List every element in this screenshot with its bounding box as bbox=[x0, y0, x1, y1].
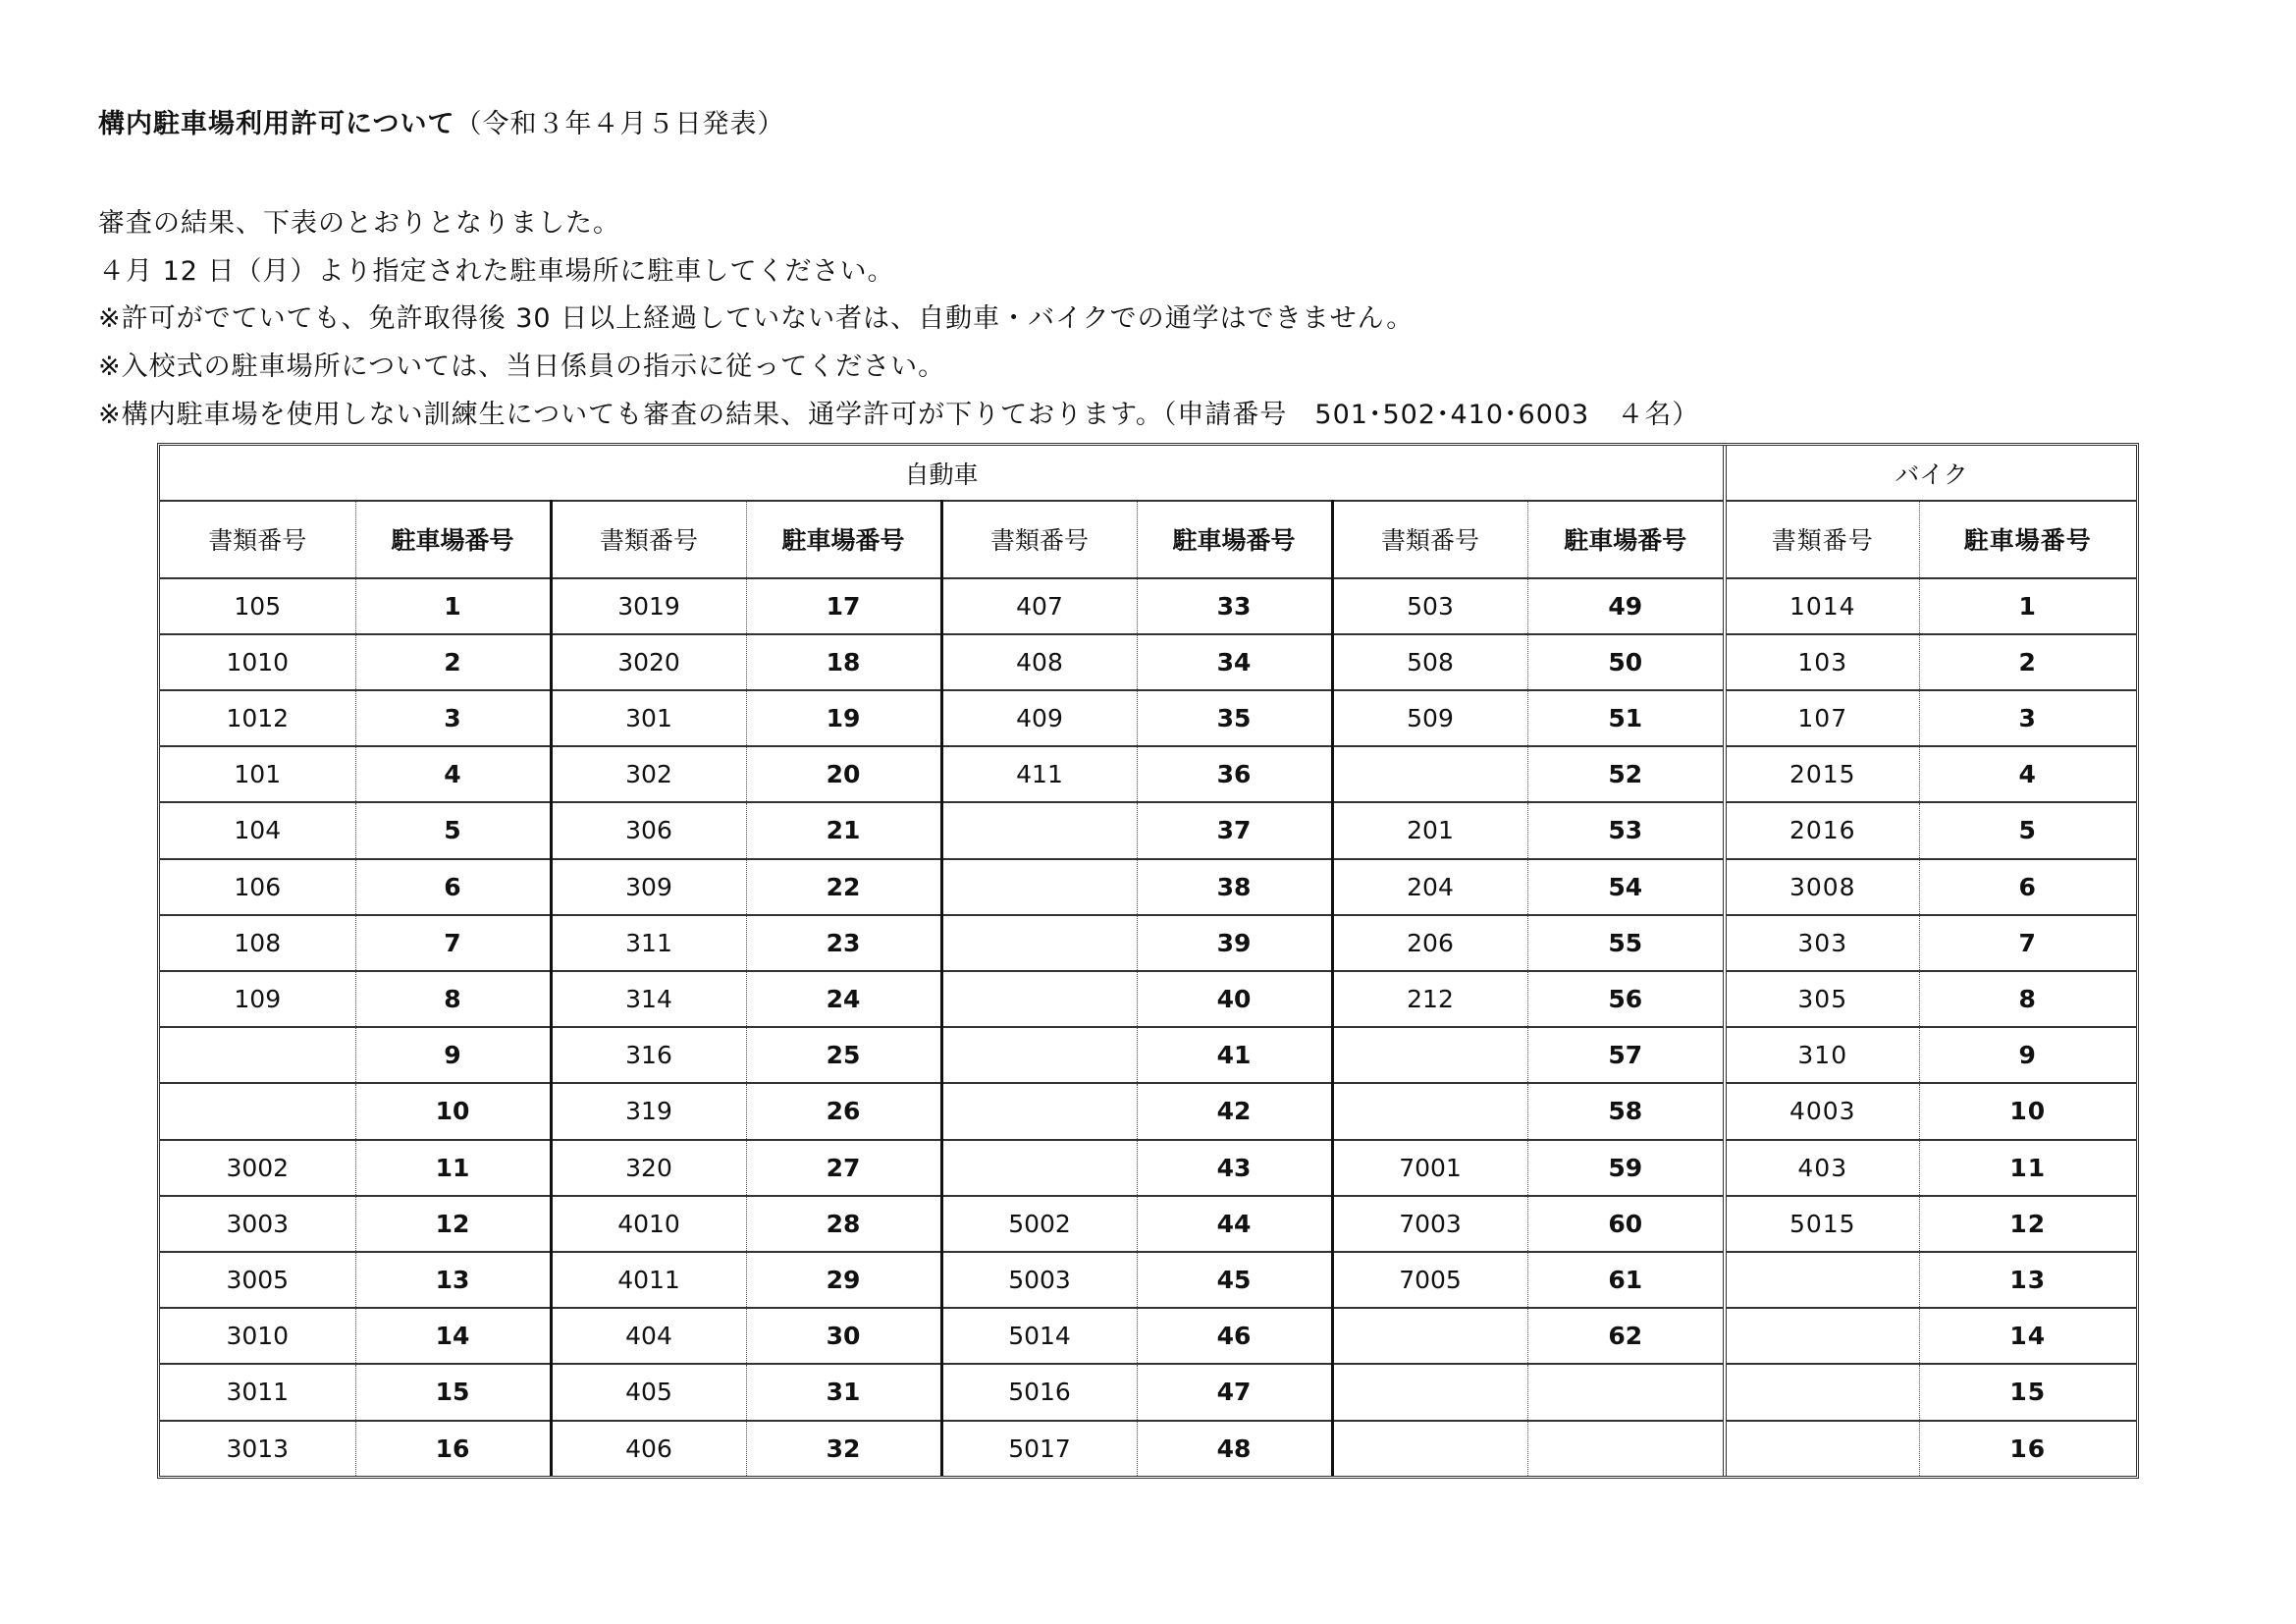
paragraph-note-no-parking: ※構内駐車場を使用しない訓練生についても審査の結果、通学許可が下りております。（申請番号 501･502･410･6003 ４名） bbox=[98, 400, 1700, 430]
car-parking-number-cell: 52 bbox=[1527, 746, 1725, 802]
car-doc-number-cell: 204 bbox=[1332, 859, 1527, 915]
car-parking-number-cell bbox=[1527, 1364, 1725, 1420]
column-header-doc-number: 書類番号 bbox=[551, 501, 746, 577]
bike-parking-number-cell: 5 bbox=[1919, 802, 2136, 858]
bike-doc-number-cell: 5015 bbox=[1725, 1196, 1919, 1252]
car-doc-number-cell bbox=[941, 1140, 1137, 1196]
car-doc-number-cell: 411 bbox=[941, 746, 1137, 802]
car-doc-number-cell bbox=[1332, 746, 1527, 802]
car-doc-number-cell bbox=[941, 971, 1137, 1027]
bike-parking-number-cell: 2 bbox=[1919, 634, 2136, 690]
car-doc-number-cell: 3011 bbox=[160, 1364, 355, 1420]
car-parking-number-cell: 53 bbox=[1527, 802, 1725, 858]
paragraph-result: 審査の結果、下表のとおりとなりました。 bbox=[98, 208, 620, 239]
car-parking-number-cell: 57 bbox=[1527, 1027, 1725, 1083]
car-doc-number-cell: 3002 bbox=[160, 1140, 355, 1196]
title-main: 構内駐車場利用許可について bbox=[98, 109, 455, 139]
car-parking-number-cell: 49 bbox=[1527, 578, 1725, 634]
table-row bbox=[160, 746, 2136, 802]
car-doc-number-cell: 109 bbox=[160, 971, 355, 1027]
page-title bbox=[98, 107, 784, 142]
car-doc-number-cell bbox=[1332, 1308, 1527, 1364]
car-parking-number-cell: 8 bbox=[355, 971, 551, 1027]
car-doc-number-cell: 311 bbox=[551, 915, 746, 971]
car-doc-number-cell: 3013 bbox=[160, 1421, 355, 1476]
car-parking-number-cell: 3 bbox=[355, 690, 551, 746]
car-parking-number-cell: 37 bbox=[1137, 802, 1332, 858]
car-doc-number-cell: 319 bbox=[551, 1083, 746, 1139]
car-doc-number-cell: 104 bbox=[160, 802, 355, 858]
bike-parking-number-cell: 13 bbox=[1919, 1252, 2136, 1308]
column-header-doc-number: 書類番号 bbox=[941, 501, 1137, 577]
bike-parking-number-cell: 15 bbox=[1919, 1364, 2136, 1420]
car-doc-number-cell: 7003 bbox=[1332, 1196, 1527, 1252]
car-parking-number-cell: 27 bbox=[746, 1140, 941, 1196]
car-parking-number-cell: 11 bbox=[355, 1140, 551, 1196]
bike-parking-number-cell: 16 bbox=[1919, 1421, 2136, 1476]
car-doc-number-cell: 108 bbox=[160, 915, 355, 971]
paragraph-note-ceremony: ※入校式の駐車場所については、当日係員の指示に従ってください。 bbox=[98, 352, 946, 382]
column-header-doc-number: 書類番号 bbox=[1725, 501, 1919, 577]
column-header-doc-number: 書類番号 bbox=[1332, 501, 1527, 577]
bike-doc-number-cell bbox=[1725, 1308, 1919, 1364]
car-doc-number-cell bbox=[160, 1027, 355, 1083]
car-doc-number-cell: 503 bbox=[1332, 578, 1527, 634]
car-doc-number-cell: 406 bbox=[551, 1421, 746, 1476]
table-row bbox=[160, 1308, 2136, 1364]
car-doc-number-cell: 316 bbox=[551, 1027, 746, 1083]
car-doc-number-cell: 301 bbox=[551, 690, 746, 746]
car-parking-number-cell: 13 bbox=[355, 1252, 551, 1308]
car-parking-number-cell: 15 bbox=[355, 1364, 551, 1420]
bike-doc-number-cell: 2016 bbox=[1725, 802, 1919, 858]
paragraph-start-date: ４月 12 日（月）より指定された駐車場所に駐車してください。 bbox=[98, 256, 895, 287]
bike-doc-number-cell: 103 bbox=[1725, 634, 1919, 690]
car-doc-number-cell: 3010 bbox=[160, 1308, 355, 1364]
car-doc-number-cell: 3003 bbox=[160, 1196, 355, 1252]
car-parking-number-cell: 43 bbox=[1137, 1140, 1332, 1196]
bike-doc-number-cell: 4003 bbox=[1725, 1083, 1919, 1139]
table-row bbox=[160, 578, 2136, 634]
car-doc-number-cell: 306 bbox=[551, 802, 746, 858]
car-parking-number-cell: 20 bbox=[746, 746, 941, 802]
table-row bbox=[160, 634, 2136, 690]
car-doc-number-cell bbox=[1332, 1083, 1527, 1139]
table-row bbox=[160, 690, 2136, 746]
car-parking-number-cell: 54 bbox=[1527, 859, 1725, 915]
car-parking-number-cell: 45 bbox=[1137, 1252, 1332, 1308]
car-parking-number-cell: 47 bbox=[1137, 1364, 1332, 1420]
car-parking-number-cell: 56 bbox=[1527, 971, 1725, 1027]
car-doc-number-cell: 309 bbox=[551, 859, 746, 915]
car-parking-number-cell: 30 bbox=[746, 1308, 941, 1364]
bike-parking-number-cell: 14 bbox=[1919, 1308, 2136, 1364]
car-parking-number-cell: 19 bbox=[746, 690, 941, 746]
car-parking-number-cell: 18 bbox=[746, 634, 941, 690]
car-doc-number-cell: 1012 bbox=[160, 690, 355, 746]
bike-doc-number-cell bbox=[1725, 1421, 1919, 1476]
table-row bbox=[160, 859, 2136, 915]
column-header-parking-number: 駐車場番号 bbox=[355, 501, 551, 577]
bike-doc-number-cell bbox=[1725, 1364, 1919, 1420]
car-parking-number-cell: 9 bbox=[355, 1027, 551, 1083]
bike-parking-number-cell: 8 bbox=[1919, 971, 2136, 1027]
bike-parking-number-cell: 9 bbox=[1919, 1027, 2136, 1083]
bike-parking-number-cell: 10 bbox=[1919, 1083, 2136, 1139]
car-parking-number-cell: 42 bbox=[1137, 1083, 1332, 1139]
car-parking-number-cell: 39 bbox=[1137, 915, 1332, 971]
car-doc-number-cell bbox=[1332, 1421, 1527, 1476]
car-doc-number-cell: 5016 bbox=[941, 1364, 1137, 1420]
car-parking-number-cell: 1 bbox=[355, 578, 551, 634]
car-parking-number-cell: 31 bbox=[746, 1364, 941, 1420]
car-doc-number-cell: 206 bbox=[1332, 915, 1527, 971]
column-header-parking-number: 駐車場番号 bbox=[1919, 501, 2136, 577]
table-row bbox=[160, 971, 2136, 1027]
car-doc-number-cell: 509 bbox=[1332, 690, 1527, 746]
car-parking-number-cell: 50 bbox=[1527, 634, 1725, 690]
table-row bbox=[160, 1252, 2136, 1308]
bike-parking-number-cell: 12 bbox=[1919, 1196, 2136, 1252]
car-parking-number-cell: 29 bbox=[746, 1252, 941, 1308]
table-row bbox=[160, 802, 2136, 858]
car-parking-number-cell: 21 bbox=[746, 802, 941, 858]
car-doc-number-cell bbox=[1332, 1027, 1527, 1083]
bike-parking-number-cell: 3 bbox=[1919, 690, 2136, 746]
car-parking-number-cell: 62 bbox=[1527, 1308, 1725, 1364]
car-parking-number-cell: 40 bbox=[1137, 971, 1332, 1027]
bike-doc-number-cell bbox=[1725, 1252, 1919, 1308]
car-parking-number-cell: 26 bbox=[746, 1083, 941, 1139]
car-parking-number-cell: 35 bbox=[1137, 690, 1332, 746]
car-parking-number-cell: 34 bbox=[1137, 634, 1332, 690]
car-parking-number-cell: 36 bbox=[1137, 746, 1332, 802]
car-parking-number-cell: 7 bbox=[355, 915, 551, 971]
car-parking-number-cell: 55 bbox=[1527, 915, 1725, 971]
car-parking-number-cell: 12 bbox=[355, 1196, 551, 1252]
car-doc-number-cell: 3005 bbox=[160, 1252, 355, 1308]
car-parking-number-cell: 17 bbox=[746, 578, 941, 634]
title-date: （令和３年４月５日発表） bbox=[454, 109, 785, 139]
car-parking-number-cell: 24 bbox=[746, 971, 941, 1027]
car-parking-number-cell: 32 bbox=[746, 1421, 941, 1476]
table-row bbox=[160, 915, 2136, 971]
car-doc-number-cell bbox=[1332, 1364, 1527, 1420]
car-doc-number-cell: 320 bbox=[551, 1140, 746, 1196]
table-row bbox=[160, 1083, 2136, 1139]
bike-doc-number-cell: 1014 bbox=[1725, 578, 1919, 634]
car-parking-number-cell: 25 bbox=[746, 1027, 941, 1083]
car-doc-number-cell bbox=[160, 1083, 355, 1139]
car-parking-number-cell bbox=[1527, 1421, 1725, 1476]
car-parking-number-cell: 38 bbox=[1137, 859, 1332, 915]
bike-parking-number-cell: 7 bbox=[1919, 915, 2136, 971]
bike-doc-number-cell: 305 bbox=[1725, 971, 1919, 1027]
car-parking-number-cell: 41 bbox=[1137, 1027, 1332, 1083]
car-parking-number-cell: 28 bbox=[746, 1196, 941, 1252]
group-header-row bbox=[160, 446, 2136, 501]
car-parking-number-cell: 51 bbox=[1527, 690, 1725, 746]
car-parking-number-cell: 6 bbox=[355, 859, 551, 915]
car-doc-number-cell: 212 bbox=[1332, 971, 1527, 1027]
car-parking-number-cell: 59 bbox=[1527, 1140, 1725, 1196]
car-parking-number-cell: 5 bbox=[355, 802, 551, 858]
parking-permit-table bbox=[157, 443, 2139, 1479]
bike-parking-number-cell: 4 bbox=[1919, 746, 2136, 802]
bike-doc-number-cell: 310 bbox=[1725, 1027, 1919, 1083]
car-parking-number-cell: 33 bbox=[1137, 578, 1332, 634]
car-doc-number-cell: 106 bbox=[160, 859, 355, 915]
car-doc-number-cell: 4010 bbox=[551, 1196, 746, 1252]
car-parking-number-cell: 14 bbox=[355, 1308, 551, 1364]
group-header-bike: バイク bbox=[1725, 446, 2136, 501]
bike-parking-number-cell: 6 bbox=[1919, 859, 2136, 915]
table-row bbox=[160, 1196, 2136, 1252]
car-doc-number-cell: 1010 bbox=[160, 634, 355, 690]
table-row bbox=[160, 1027, 2136, 1083]
car-doc-number-cell bbox=[941, 915, 1137, 971]
table-row bbox=[160, 1364, 2136, 1420]
car-doc-number-cell: 404 bbox=[551, 1308, 746, 1364]
column-header-doc-number: 書類番号 bbox=[160, 501, 355, 577]
car-doc-number-cell: 7001 bbox=[1332, 1140, 1527, 1196]
bike-doc-number-cell: 2015 bbox=[1725, 746, 1919, 802]
car-doc-number-cell: 314 bbox=[551, 971, 746, 1027]
car-doc-number-cell bbox=[941, 859, 1137, 915]
bike-parking-number-cell: 11 bbox=[1919, 1140, 2136, 1196]
column-header-parking-number: 駐車場番号 bbox=[746, 501, 941, 577]
car-parking-number-cell: 2 bbox=[355, 634, 551, 690]
car-parking-number-cell: 61 bbox=[1527, 1252, 1725, 1308]
column-header-parking-number: 駐車場番号 bbox=[1137, 501, 1332, 577]
car-doc-number-cell: 508 bbox=[1332, 634, 1527, 690]
car-doc-number-cell: 105 bbox=[160, 578, 355, 634]
car-parking-number-cell: 60 bbox=[1527, 1196, 1725, 1252]
car-parking-number-cell: 10 bbox=[355, 1083, 551, 1139]
car-doc-number-cell: 5002 bbox=[941, 1196, 1137, 1252]
car-parking-number-cell: 23 bbox=[746, 915, 941, 971]
car-doc-number-cell: 201 bbox=[1332, 802, 1527, 858]
car-parking-number-cell: 44 bbox=[1137, 1196, 1332, 1252]
bike-doc-number-cell: 107 bbox=[1725, 690, 1919, 746]
car-doc-number-cell bbox=[941, 1083, 1137, 1139]
bike-doc-number-cell: 303 bbox=[1725, 915, 1919, 971]
car-doc-number-cell: 4011 bbox=[551, 1252, 746, 1308]
car-doc-number-cell: 405 bbox=[551, 1364, 746, 1420]
table-row bbox=[160, 1421, 2136, 1476]
car-doc-number-cell bbox=[941, 1027, 1137, 1083]
paragraph-note-license: ※許可がでていても、免許取得後 30 日以上経過していない者は、自動車・バイクでの通学はできません。 bbox=[98, 303, 1415, 334]
car-doc-number-cell: 302 bbox=[551, 746, 746, 802]
car-doc-number-cell: 3019 bbox=[551, 578, 746, 634]
group-header-car: 自動車 bbox=[160, 446, 1725, 501]
table-row bbox=[160, 1140, 2136, 1196]
car-doc-number-cell bbox=[941, 802, 1137, 858]
car-doc-number-cell: 5003 bbox=[941, 1252, 1137, 1308]
car-doc-number-cell: 101 bbox=[160, 746, 355, 802]
column-header-row bbox=[160, 501, 2136, 577]
car-parking-number-cell: 16 bbox=[355, 1421, 551, 1476]
car-doc-number-cell: 5014 bbox=[941, 1308, 1137, 1364]
car-parking-number-cell: 58 bbox=[1527, 1083, 1725, 1139]
car-doc-number-cell: 5017 bbox=[941, 1421, 1137, 1476]
car-parking-number-cell: 4 bbox=[355, 746, 551, 802]
bike-parking-number-cell: 1 bbox=[1919, 578, 2136, 634]
bike-doc-number-cell: 403 bbox=[1725, 1140, 1919, 1196]
car-doc-number-cell: 409 bbox=[941, 690, 1137, 746]
car-parking-number-cell: 48 bbox=[1137, 1421, 1332, 1476]
car-doc-number-cell: 3020 bbox=[551, 634, 746, 690]
car-doc-number-cell: 7005 bbox=[1332, 1252, 1527, 1308]
column-header-parking-number: 駐車場番号 bbox=[1527, 501, 1725, 577]
car-doc-number-cell: 408 bbox=[941, 634, 1137, 690]
car-parking-number-cell: 22 bbox=[746, 859, 941, 915]
car-doc-number-cell: 407 bbox=[941, 578, 1137, 634]
car-parking-number-cell: 46 bbox=[1137, 1308, 1332, 1364]
bike-doc-number-cell: 3008 bbox=[1725, 859, 1919, 915]
